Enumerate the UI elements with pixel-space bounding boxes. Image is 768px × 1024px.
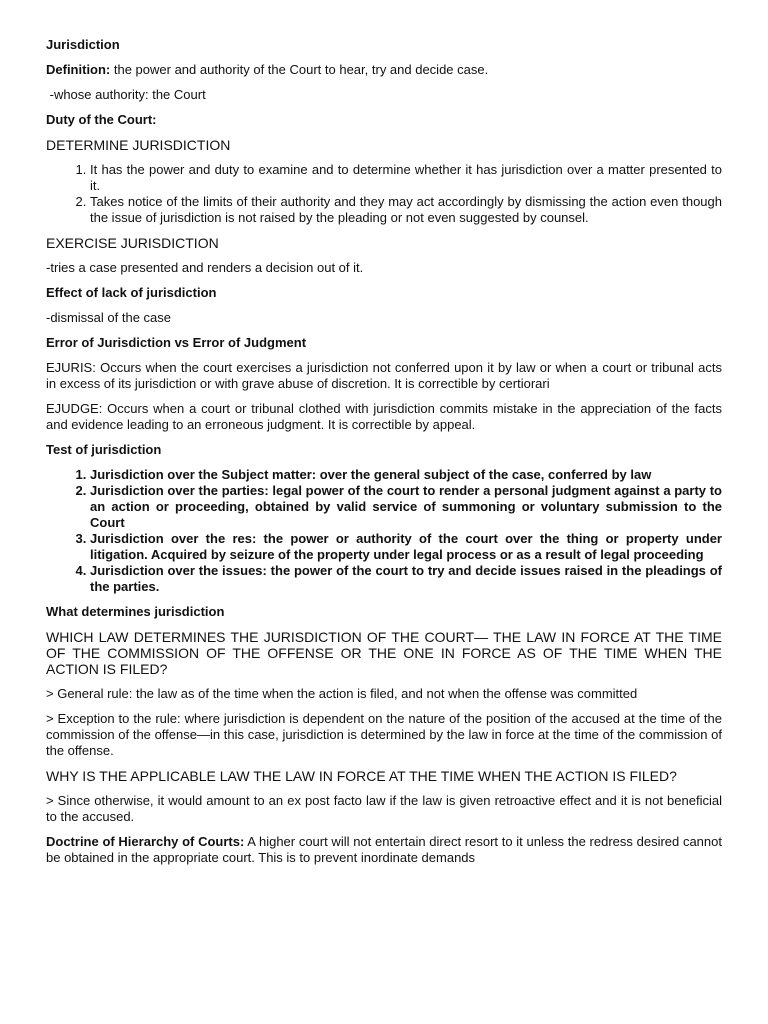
exception-paragraph: > Exception to the rule: where jurisdiction is dependent on the nature of the position of the accused at the time of the commission of the offense—in this case, jurisdiction is determined by the law in force at the time of the commission of the offense.: [46, 711, 722, 758]
document-title: Jurisdiction: [46, 37, 120, 52]
why-question: WHY IS THE APPLICABLE LAW THE LAW IN FORCE AT THE TIME WHEN THE ACTION IS FILED?: [46, 768, 677, 784]
whose-authority-text: -whose authority: the Court: [46, 87, 206, 102]
doctrine-paragraph: [46, 834, 722, 866]
definition-paragraph: [46, 62, 722, 78]
list-item: 1. It has the power and duty to examine and to determine whether it has jurisdiction over a matter presented to it.: [90, 162, 722, 194]
doctrine-label: Doctrine of Hierarchy of Courts:: [46, 834, 245, 849]
determine-list: [46, 162, 722, 226]
list-item: 2. Takes notice of the limits of their authority and they may act accordingly by dismissing the action even though the issue of jurisdiction is not raised by the pleading or not even suggested by counsel.: [90, 194, 722, 226]
doctrine-text: A higher court will not entertain direct resort to it unless the redress desired cannot be obtained in the appropriate court. This is to prevent inordinate demands: [46, 834, 722, 865]
list-item: 2. Jurisdiction over the parties: legal power of the court to render a personal judgment against a party to an action or proceeding, obtained by valid service of summoning or voluntary submission to the Court: [90, 483, 722, 531]
exercise-text: -tries a case presented and renders a decision out of it.: [46, 260, 364, 275]
list-item: 4. Jurisdiction over the issues: the power of the court to try and decide issues raised in the pleadings of the parties.: [90, 563, 722, 595]
effect-heading: Effect of lack of jurisdiction: [46, 285, 217, 300]
exercise-jurisdiction-heading: EXERCISE JURISDICTION: [46, 235, 219, 251]
test-heading: Test of jurisdiction: [46, 442, 162, 457]
ejuris-paragraph: EJURIS: Occurs when the court exercises a jurisdiction not conferred upon it by law or when a court or tribunal acts in excess of its jurisdiction or with grave abuse of discretion. It is correctible by certiorari: [46, 360, 722, 391]
ejudge-paragraph: EJUDGE: Occurs when a court or tribunal clothed with jurisdiction commits mistake in the appreciation of the facts and evidence leading to an erroneous judgment. It is correctible by appeal.: [46, 401, 722, 432]
definition-text: the power and authority of the Court to hear, try and decide case.: [110, 62, 489, 77]
since-paragraph: > Since otherwise, it would amount to an ex post facto law if the law is given retroactive effect and it is not beneficial to the accused.: [46, 793, 722, 824]
list-item: 3. Jurisdiction over the res: the power or authority of the court over the thing or property under litigation. Acquired by seizure of the property under legal process or as a result of legal proceeding: [90, 531, 722, 563]
general-rule-paragraph: > General rule: the law as of the time when the action is filed, and not when the offense was committed: [46, 686, 638, 701]
error-heading: Error of Jurisdiction vs Error of Judgment: [46, 335, 307, 350]
duty-heading: Duty of the Court:: [46, 112, 157, 127]
test-list: [46, 467, 722, 595]
effect-text: -dismissal of the case: [46, 310, 171, 325]
definition-label: Definition:: [46, 62, 111, 77]
which-law-question: WHICH LAW DETERMINES THE JURISDICTION OF THE COURT— THE LAW IN FORCE AT THE TIME OF THE COMMISSION OF THE OFFENSE OR THE ONE IN FORCE AS OF THE TIME WHEN THE ACTION IS FILED?: [46, 629, 722, 677]
what-determines-heading: What determines jurisdiction: [46, 604, 225, 619]
determine-jurisdiction-heading: DETERMINE JURISDICTION: [46, 137, 231, 153]
list-item: 1. Jurisdiction over the Subject matter: over the general subject of the case, conferred by law: [90, 467, 722, 483]
